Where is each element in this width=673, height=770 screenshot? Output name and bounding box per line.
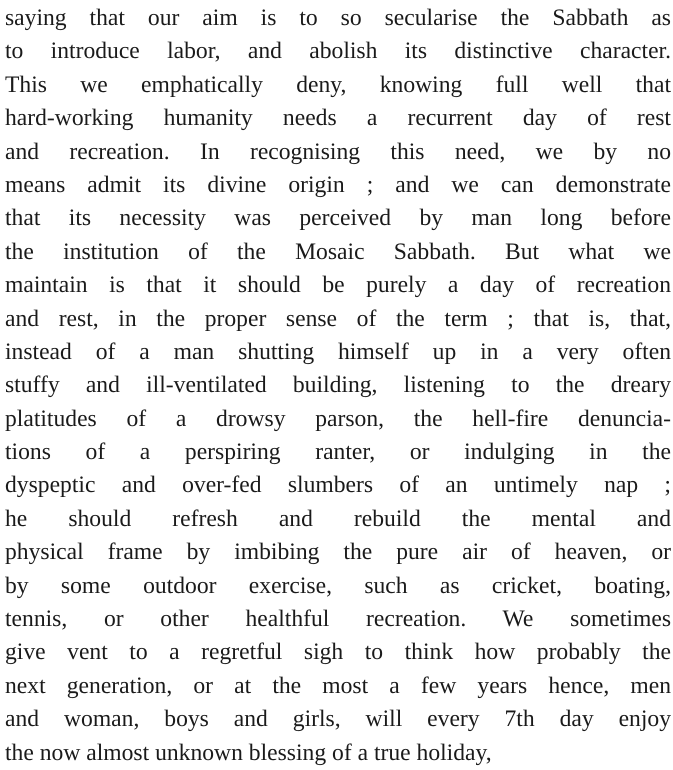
text-line: saying that our aim is to so secularise the Sabbath as <box>5 5 671 31</box>
text-line: means admit its divine origin ; and we can demonstrate <box>5 171 671 198</box>
text-line: instead of a man shutting himself up in a very often <box>5 338 671 365</box>
paragraph <box>5 2 671 770</box>
text-line: and rest, in the proper sense of the term ; that is, that, <box>5 305 671 332</box>
text-line: the now almost unknown blessing of a true holiday, <box>5 739 492 766</box>
text-line: that its necessity was perceived by man long before <box>5 205 671 232</box>
document-page <box>5 2 671 770</box>
text-line: This we emphatically deny, knowing full well that <box>5 71 671 98</box>
text-line: next generation, or at the most a few years hence, men <box>5 672 671 699</box>
text-line: and recreation. In recognising this need, we by no <box>5 138 671 165</box>
text-line: and woman, boys and girls, will every 7th day enjoy <box>5 706 671 733</box>
text-line: platitudes of a drowsy parson, the hell-fire denuncia- <box>5 405 671 432</box>
text-line: physical frame by imbibing the pure air of heaven, or <box>5 539 671 566</box>
text-line: tions of a perspiring ranter, or indulging in the <box>5 439 671 466</box>
text-line: by some outdoor exercise, such as cricket, boating, <box>5 572 671 599</box>
text-line: maintain is that it should be purely a day of recreation <box>5 272 671 299</box>
text-line: hard-working humanity needs a recurrent day of rest <box>5 105 671 132</box>
text-line: stuffy and ill-ventilated building, listening to the dreary <box>5 372 671 399</box>
text-line: to introduce labor, and abolish its distinctive character. <box>5 38 671 65</box>
text-line: the institution of the Mosaic Sabbath. But what we <box>5 238 671 265</box>
text-line: dyspeptic and over-fed slumbers of an untimely nap ; <box>5 472 671 499</box>
text-line: he should refresh and rebuild the mental and <box>5 505 671 532</box>
text-line: give vent to a regretful sigh to think how probably the <box>5 639 671 666</box>
text-line: tennis, or other healthful recreation. We sometimes <box>5 606 671 633</box>
